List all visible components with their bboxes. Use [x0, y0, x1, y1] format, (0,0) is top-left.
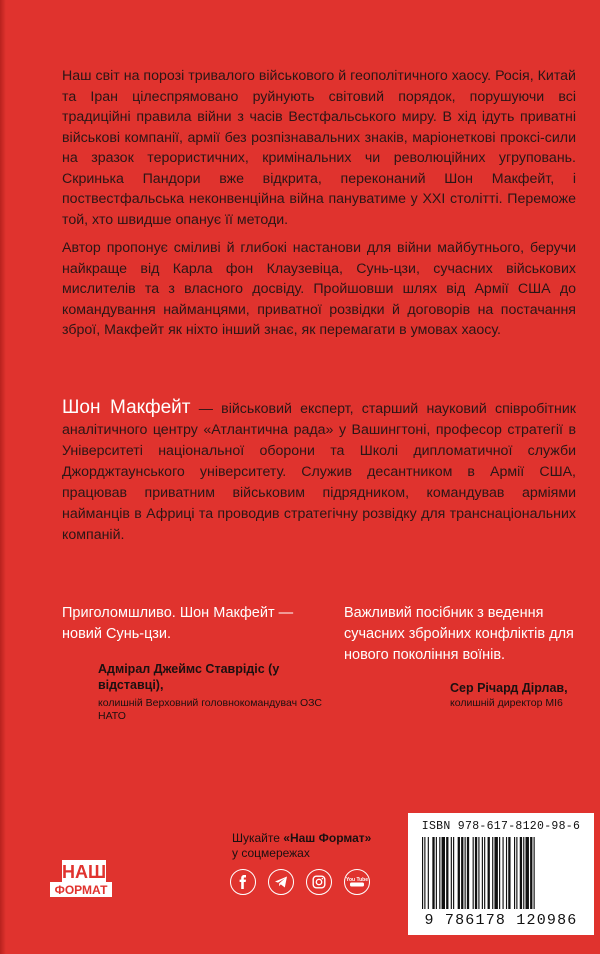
blurb-paragraph-1: Наш світ на порозі тривалого військового й геополітичного хаосу. Росія, Китай та Іран цілеспрямовано руйнують світовий порядок, порушуючи всі традиційні правила війни з часів Вестфальського миру. В хід ідуть приватні військові компанії, армії без розпізнавальних знаків, маріонеткові проксі-сили на зразок терористичних, кримінальних чи революційних угруповань. Скринька Пандори вже відкрита, переконаний Шон Макфейт, і поствестфальська неконвенційна війна пануватиме у XXI столітті. Переможе той, хто швидше опанує її методи. — [62, 68, 576, 228]
telegram-icon[interactable] — [268, 869, 294, 895]
barcode-bar — [446, 837, 448, 909]
quote-left: Приголомшливо. Шон Макфейт — новий Сунь-цзи. — [62, 605, 294, 642]
barcode-bar — [516, 837, 517, 909]
barcode-bar — [508, 837, 510, 909]
barcode-bar — [503, 837, 504, 909]
barcode-bar — [526, 837, 529, 909]
barcode-bar — [514, 837, 515, 909]
barcode-bar — [530, 837, 532, 909]
spine-shadow — [0, 0, 6, 954]
attribution-left-role: колишній Верховний головнокомандувач ОЗС НАТО — [98, 697, 322, 722]
barcode-bar — [453, 837, 454, 909]
barcode — [420, 837, 582, 911]
barcode-bar — [475, 837, 477, 909]
logo-bottom-text: ФОРМАТ — [54, 883, 108, 897]
blurb-paragraph-2: Автор пропонує сміливі й глибокі настанови для війни майбутнього, беручи найкраще від Карла фон Клаузевіца, Сунь-цзи, сучасних військових мислителів та з власного досвіду. Пройшовши шлях від Армії США до командування найманцями, приватної розвідки й договорів на постачання зброї, Макфейт як ніхто інший знає, як перемагати в умовах хаосу. — [62, 240, 576, 338]
social-brand: «Наш Формат» — [283, 831, 372, 845]
barcode-bar — [499, 837, 500, 909]
attribution-right-role: колишній директор МІ6 — [450, 697, 563, 709]
barcode-bar — [506, 837, 507, 909]
barcode-bar — [482, 837, 483, 909]
attribution-right — [450, 680, 590, 710]
author-bio-text: — військовий експерт, старший науковий співробітник аналітичного центру «Атлантична рада» у Вашингтоні, професор стратегії в Університеті національної оборони та Школі дипломатичної служби Джорджтаунського університету. Служив десантником в Армії США, працював приватним військовим підрядником, командував арміями найманців в Африці та проводив стратегічну розвідку для транснаціональних компаній. — [62, 401, 576, 543]
barcode-digits: 9 786178 120986 — [424, 912, 578, 929]
barcode-bar — [494, 837, 497, 909]
author-name: Шон Макфейт — [62, 397, 191, 418]
blurb — [62, 66, 576, 349]
attribution-right-name: Сер Річард Дірлав, — [450, 681, 568, 695]
barcode-bar — [465, 837, 466, 909]
social-caption: Шукайте «Наш Формат» у соцмережах — [232, 831, 372, 860]
instagram-icon[interactable] — [306, 869, 332, 895]
social-icons — [230, 869, 370, 895]
barcode-bar — [473, 837, 474, 909]
barcode-bar — [520, 837, 522, 909]
barcode-bar — [492, 837, 493, 909]
barcode-bar — [488, 837, 490, 909]
attribution-left-name: Адмірал Джеймс Ставрідіс (у відставці), — [98, 662, 280, 692]
barcode-bar — [432, 837, 434, 909]
barcode-bar — [439, 837, 440, 909]
facebook-icon[interactable] — [230, 869, 256, 895]
svg-text:You Tube: You Tube — [345, 877, 369, 883]
isbn-label: ISBN 978-617-8120-98-6 — [421, 820, 581, 833]
barcode-bar — [534, 837, 535, 909]
barcode-bar — [467, 837, 469, 909]
barcode-bar — [461, 837, 463, 909]
isbn-barcode-block — [408, 813, 594, 935]
attribution-left — [98, 661, 328, 723]
barcode-bar — [451, 837, 452, 909]
barcode-bar — [424, 837, 425, 909]
barcode-bar — [458, 837, 460, 909]
quote-right: Важливий посібник з ведення сучасних збройних конфліктів для нового покоління воїнів. — [344, 605, 574, 663]
logo-top-text: НАШ — [61, 862, 107, 882]
barcode-bar — [478, 837, 479, 909]
author-bio — [62, 397, 576, 546]
barcode-bar — [442, 837, 445, 909]
youtube-icon[interactable] — [344, 869, 370, 895]
barcode-bar — [523, 837, 524, 909]
barcode-bar — [428, 837, 429, 909]
barcode-bar — [484, 837, 485, 909]
barcode-bar — [422, 837, 423, 909]
publisher-logo — [48, 858, 118, 900]
barcode-bar — [436, 837, 437, 909]
